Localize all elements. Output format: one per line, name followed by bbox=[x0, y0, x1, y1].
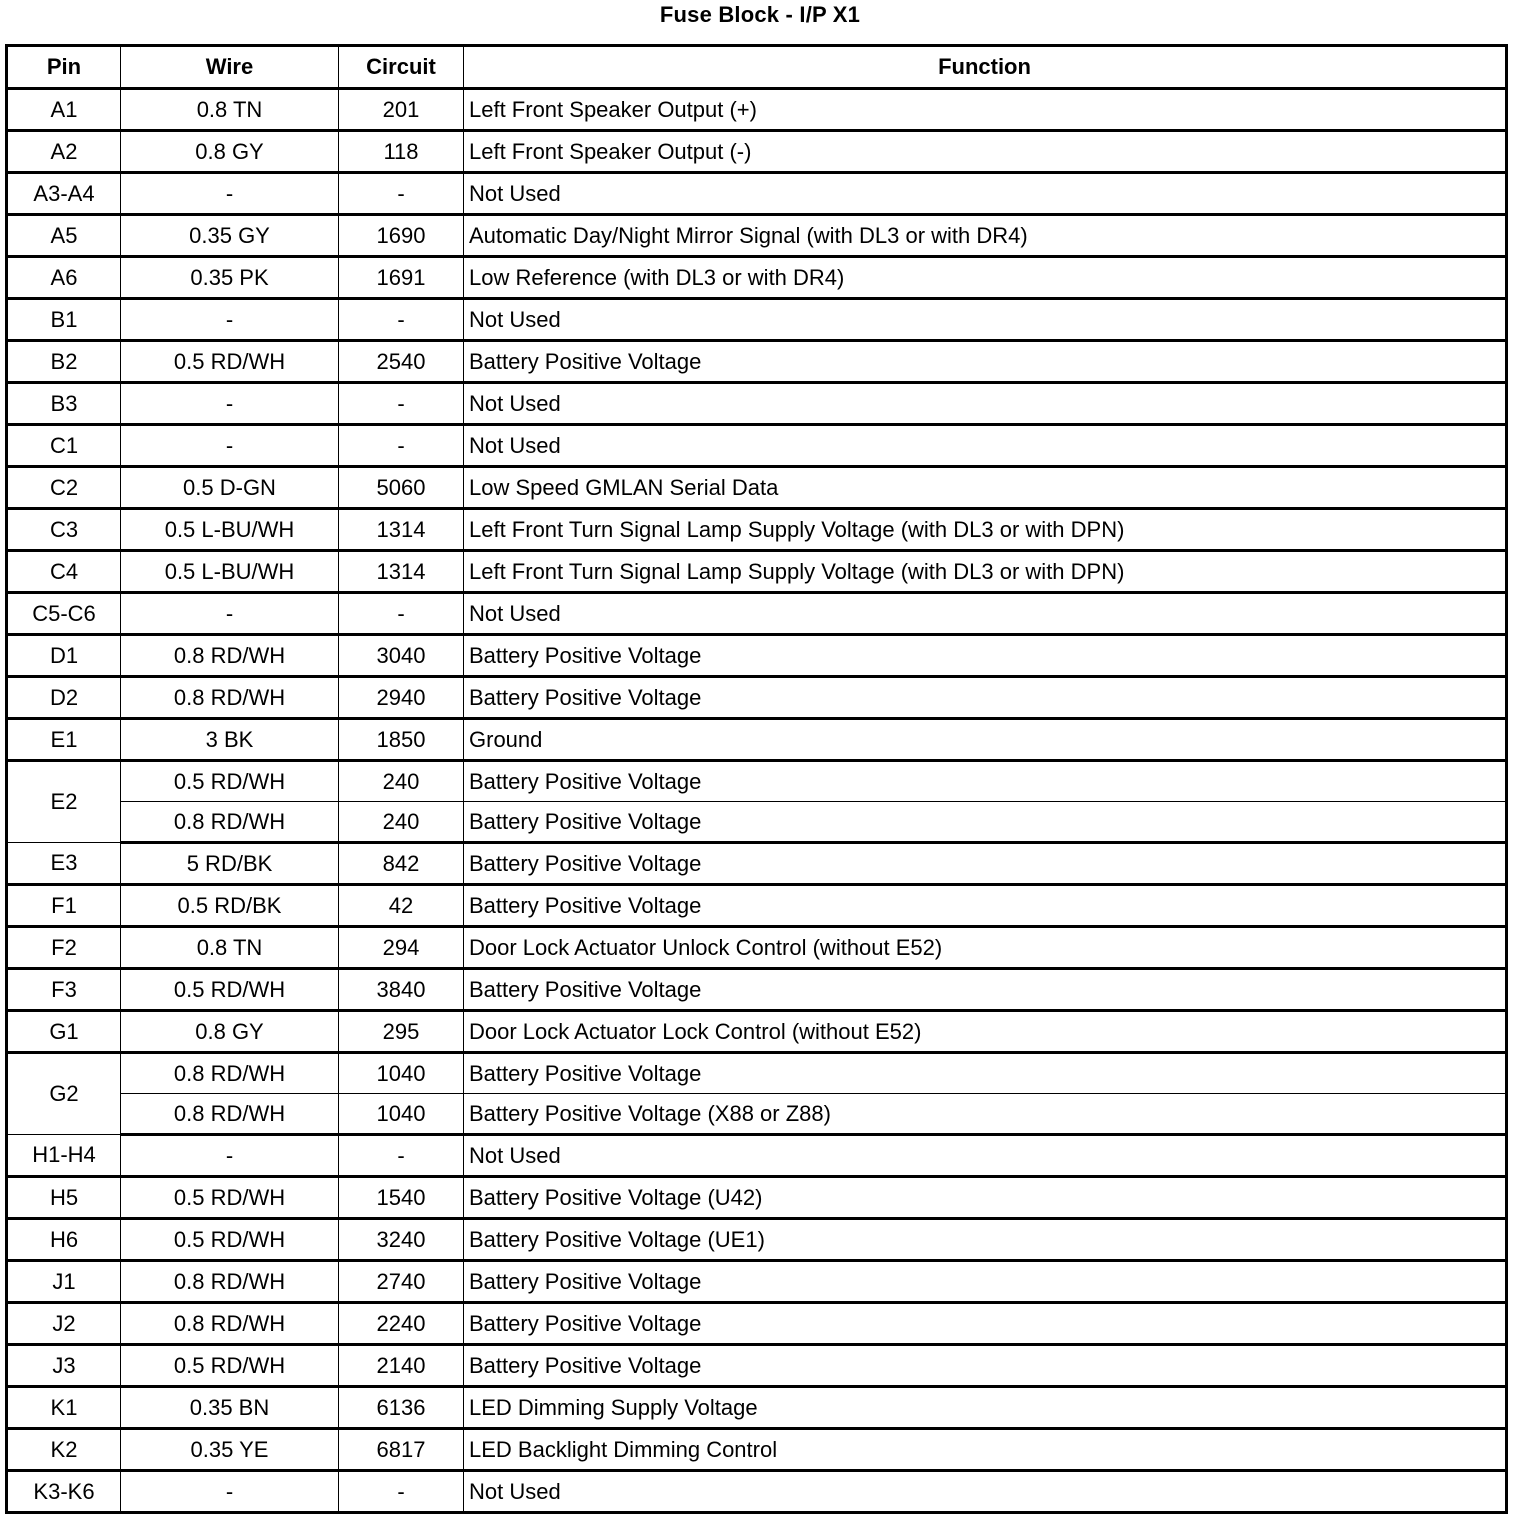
pin-cell: G1 bbox=[7, 1011, 121, 1053]
circuit-cell: 2540 bbox=[339, 341, 464, 383]
table-row bbox=[7, 885, 1507, 927]
pin-cell: B2 bbox=[7, 341, 121, 383]
pin-cell: G2 bbox=[7, 1053, 121, 1135]
function-cell: Battery Positive Voltage bbox=[464, 802, 1507, 843]
table-row bbox=[7, 1303, 1507, 1345]
function-cell: Left Front Speaker Output (+) bbox=[464, 89, 1507, 131]
wire-cell: - bbox=[121, 1471, 339, 1513]
circuit-cell: 1040 bbox=[339, 1053, 464, 1094]
pin-cell: D1 bbox=[7, 635, 121, 677]
table-row bbox=[7, 843, 1507, 885]
table-row bbox=[7, 1345, 1507, 1387]
function-cell: Left Front Speaker Output (-) bbox=[464, 131, 1507, 173]
function-cell: LED Dimming Supply Voltage bbox=[464, 1387, 1507, 1429]
circuit-cell: - bbox=[339, 1471, 464, 1513]
circuit-cell: 1850 bbox=[339, 719, 464, 761]
circuit-cell: - bbox=[339, 425, 464, 467]
circuit-cell: 42 bbox=[339, 885, 464, 927]
wire-cell: 0.8 RD/WH bbox=[121, 1261, 339, 1303]
header-wire: Wire bbox=[121, 46, 339, 89]
function-cell: Low Reference (with DL3 or with DR4) bbox=[464, 257, 1507, 299]
circuit-cell: 2940 bbox=[339, 677, 464, 719]
pin-cell: F1 bbox=[7, 885, 121, 927]
pin-cell: F3 bbox=[7, 969, 121, 1011]
pin-cell: A6 bbox=[7, 257, 121, 299]
wire-cell: 0.8 GY bbox=[121, 1011, 339, 1053]
circuit-cell: 1691 bbox=[339, 257, 464, 299]
table-row bbox=[7, 1135, 1507, 1177]
function-cell: Door Lock Actuator Lock Control (without E52) bbox=[464, 1011, 1507, 1053]
pin-cell: A1 bbox=[7, 89, 121, 131]
circuit-cell: 294 bbox=[339, 927, 464, 969]
wire-cell: 0.8 GY bbox=[121, 131, 339, 173]
function-cell: Battery Positive Voltage bbox=[464, 885, 1507, 927]
wire-cell: 0.5 RD/BK bbox=[121, 885, 339, 927]
wire-cell: 0.35 GY bbox=[121, 215, 339, 257]
table-row bbox=[7, 719, 1507, 761]
function-cell: Battery Positive Voltage bbox=[464, 761, 1507, 802]
circuit-cell: 6136 bbox=[339, 1387, 464, 1429]
function-cell: Not Used bbox=[464, 593, 1507, 635]
function-cell: Battery Positive Voltage bbox=[464, 843, 1507, 885]
wire-cell: 0.5 RD/WH bbox=[121, 341, 339, 383]
wire-cell: 0.5 RD/WH bbox=[121, 1177, 339, 1219]
table-row bbox=[7, 635, 1507, 677]
circuit-cell: 6817 bbox=[339, 1429, 464, 1471]
function-cell: Battery Positive Voltage bbox=[464, 677, 1507, 719]
table-row bbox=[7, 299, 1507, 341]
wire-cell: 0.5 D-GN bbox=[121, 467, 339, 509]
pin-cell: K3-K6 bbox=[7, 1471, 121, 1513]
table-row bbox=[7, 131, 1507, 173]
circuit-cell: 201 bbox=[339, 89, 464, 131]
table-row bbox=[7, 802, 1507, 843]
wire-cell: 0.8 RD/WH bbox=[121, 802, 339, 843]
circuit-cell: 3040 bbox=[339, 635, 464, 677]
circuit-cell: 3840 bbox=[339, 969, 464, 1011]
circuit-cell: 1314 bbox=[339, 509, 464, 551]
table-row bbox=[7, 677, 1507, 719]
table-row bbox=[7, 1387, 1507, 1429]
pin-cell: A5 bbox=[7, 215, 121, 257]
function-cell: Battery Positive Voltage bbox=[464, 1345, 1507, 1387]
pin-cell: C2 bbox=[7, 467, 121, 509]
table-row bbox=[7, 425, 1507, 467]
function-cell: Automatic Day/Night Mirror Signal (with DL3 or with DR4) bbox=[464, 215, 1507, 257]
circuit-cell: 2140 bbox=[339, 1345, 464, 1387]
function-cell: Battery Positive Voltage bbox=[464, 341, 1507, 383]
wire-cell: 0.35 BN bbox=[121, 1387, 339, 1429]
circuit-cell: 1040 bbox=[339, 1094, 464, 1135]
circuit-cell: 240 bbox=[339, 761, 464, 802]
wire-cell: 0.5 L-BU/WH bbox=[121, 551, 339, 593]
wire-cell: - bbox=[121, 299, 339, 341]
function-cell: LED Backlight Dimming Control bbox=[464, 1429, 1507, 1471]
pin-cell: A3-A4 bbox=[7, 173, 121, 215]
function-cell: Battery Positive Voltage bbox=[464, 969, 1507, 1011]
function-cell: Battery Positive Voltage bbox=[464, 1053, 1507, 1094]
pin-cell: J3 bbox=[7, 1345, 121, 1387]
function-cell: Battery Positive Voltage (U42) bbox=[464, 1177, 1507, 1219]
wire-cell: 0.8 TN bbox=[121, 89, 339, 131]
wire-cell: 0.35 PK bbox=[121, 257, 339, 299]
pin-cell: C3 bbox=[7, 509, 121, 551]
function-cell: Battery Positive Voltage (UE1) bbox=[464, 1219, 1507, 1261]
wire-cell: - bbox=[121, 383, 339, 425]
header-function: Function bbox=[464, 46, 1507, 89]
table-row bbox=[7, 761, 1507, 802]
pin-cell: H6 bbox=[7, 1219, 121, 1261]
wire-cell: 0.8 RD/WH bbox=[121, 1094, 339, 1135]
function-cell: Left Front Turn Signal Lamp Supply Voltage (with DL3 or with DPN) bbox=[464, 509, 1507, 551]
pin-cell: K2 bbox=[7, 1429, 121, 1471]
function-cell: Not Used bbox=[464, 1471, 1507, 1513]
table-row bbox=[7, 927, 1507, 969]
circuit-cell: - bbox=[339, 1135, 464, 1177]
header-circuit: Circuit bbox=[339, 46, 464, 89]
wire-cell: 5 RD/BK bbox=[121, 843, 339, 885]
wire-cell: 0.5 RD/WH bbox=[121, 1219, 339, 1261]
wire-cell: - bbox=[121, 593, 339, 635]
circuit-cell: 842 bbox=[339, 843, 464, 885]
pin-cell: C4 bbox=[7, 551, 121, 593]
wire-cell: 0.5 RD/WH bbox=[121, 1345, 339, 1387]
pin-cell: E3 bbox=[7, 843, 121, 885]
function-cell: Not Used bbox=[464, 1135, 1507, 1177]
function-cell: Left Front Turn Signal Lamp Supply Voltage (with DL3 or with DPN) bbox=[464, 551, 1507, 593]
function-cell: Door Lock Actuator Unlock Control (without E52) bbox=[464, 927, 1507, 969]
function-cell: Battery Positive Voltage bbox=[464, 635, 1507, 677]
table-row bbox=[7, 215, 1507, 257]
table-row bbox=[7, 1261, 1507, 1303]
pin-cell: D2 bbox=[7, 677, 121, 719]
circuit-cell: - bbox=[339, 593, 464, 635]
wire-cell: 0.5 RD/WH bbox=[121, 969, 339, 1011]
wire-cell: - bbox=[121, 173, 339, 215]
pin-cell: E1 bbox=[7, 719, 121, 761]
table-row bbox=[7, 1011, 1507, 1053]
table-row bbox=[7, 1429, 1507, 1471]
pin-cell: E2 bbox=[7, 761, 121, 843]
function-cell: Battery Positive Voltage bbox=[464, 1303, 1507, 1345]
circuit-cell: 3240 bbox=[339, 1219, 464, 1261]
circuit-cell: 2240 bbox=[339, 1303, 464, 1345]
wire-cell: 3 BK bbox=[121, 719, 339, 761]
header-pin: Pin bbox=[7, 46, 121, 89]
circuit-cell: 118 bbox=[339, 131, 464, 173]
circuit-cell: 1540 bbox=[339, 1177, 464, 1219]
pin-cell: C1 bbox=[7, 425, 121, 467]
wire-cell: - bbox=[121, 425, 339, 467]
table-row bbox=[7, 593, 1507, 635]
wire-cell: - bbox=[121, 1135, 339, 1177]
wire-cell: 0.35 YE bbox=[121, 1429, 339, 1471]
circuit-cell: - bbox=[339, 173, 464, 215]
table-row bbox=[7, 1094, 1507, 1135]
pin-cell: B1 bbox=[7, 299, 121, 341]
function-cell: Not Used bbox=[464, 299, 1507, 341]
circuit-cell: - bbox=[339, 383, 464, 425]
table-row bbox=[7, 341, 1507, 383]
table-row bbox=[7, 1177, 1507, 1219]
function-cell: Battery Positive Voltage (X88 or Z88) bbox=[464, 1094, 1507, 1135]
document-title: Fuse Block - I/P X1 bbox=[659, 2, 861, 27]
circuit-cell: - bbox=[339, 299, 464, 341]
pin-cell: K1 bbox=[7, 1387, 121, 1429]
table-row bbox=[7, 1053, 1507, 1094]
table-row bbox=[7, 509, 1507, 551]
table-header-row bbox=[7, 46, 1507, 89]
table-row bbox=[7, 969, 1507, 1011]
table-row bbox=[7, 89, 1507, 131]
pin-cell: H5 bbox=[7, 1177, 121, 1219]
pin-cell: H1-H4 bbox=[7, 1135, 121, 1177]
pin-cell: J2 bbox=[7, 1303, 121, 1345]
circuit-cell: 5060 bbox=[339, 467, 464, 509]
table-row bbox=[7, 173, 1507, 215]
pin-cell: J1 bbox=[7, 1261, 121, 1303]
pin-cell: A2 bbox=[7, 131, 121, 173]
pin-cell: C5-C6 bbox=[7, 593, 121, 635]
circuit-cell: 2740 bbox=[339, 1261, 464, 1303]
table-body bbox=[7, 89, 1507, 1513]
circuit-cell: 240 bbox=[339, 802, 464, 843]
wire-cell: 0.8 RD/WH bbox=[121, 1303, 339, 1345]
circuit-cell: 295 bbox=[339, 1011, 464, 1053]
function-cell: Battery Positive Voltage bbox=[464, 1261, 1507, 1303]
function-cell: Not Used bbox=[464, 425, 1507, 467]
circuit-cell: 1314 bbox=[339, 551, 464, 593]
table-row bbox=[7, 467, 1507, 509]
wire-cell: 0.5 L-BU/WH bbox=[121, 509, 339, 551]
function-cell: Ground bbox=[464, 719, 1507, 761]
table-row bbox=[7, 551, 1507, 593]
table-row bbox=[7, 1471, 1507, 1513]
function-cell: Not Used bbox=[464, 173, 1507, 215]
pin-cell: B3 bbox=[7, 383, 121, 425]
wire-cell: 0.8 RD/WH bbox=[121, 635, 339, 677]
wire-cell: 0.8 RD/WH bbox=[121, 1053, 339, 1094]
wire-cell: 0.8 RD/WH bbox=[121, 677, 339, 719]
wire-cell: 0.5 RD/WH bbox=[121, 761, 339, 802]
circuit-cell: 1690 bbox=[339, 215, 464, 257]
table-row bbox=[7, 383, 1507, 425]
function-cell: Not Used bbox=[464, 383, 1507, 425]
pin-cell: F2 bbox=[7, 927, 121, 969]
pinout-table bbox=[5, 44, 1508, 1514]
table-row bbox=[7, 257, 1507, 299]
function-cell: Low Speed GMLAN Serial Data bbox=[464, 467, 1507, 509]
wire-cell: 0.8 TN bbox=[121, 927, 339, 969]
table-row bbox=[7, 1219, 1507, 1261]
